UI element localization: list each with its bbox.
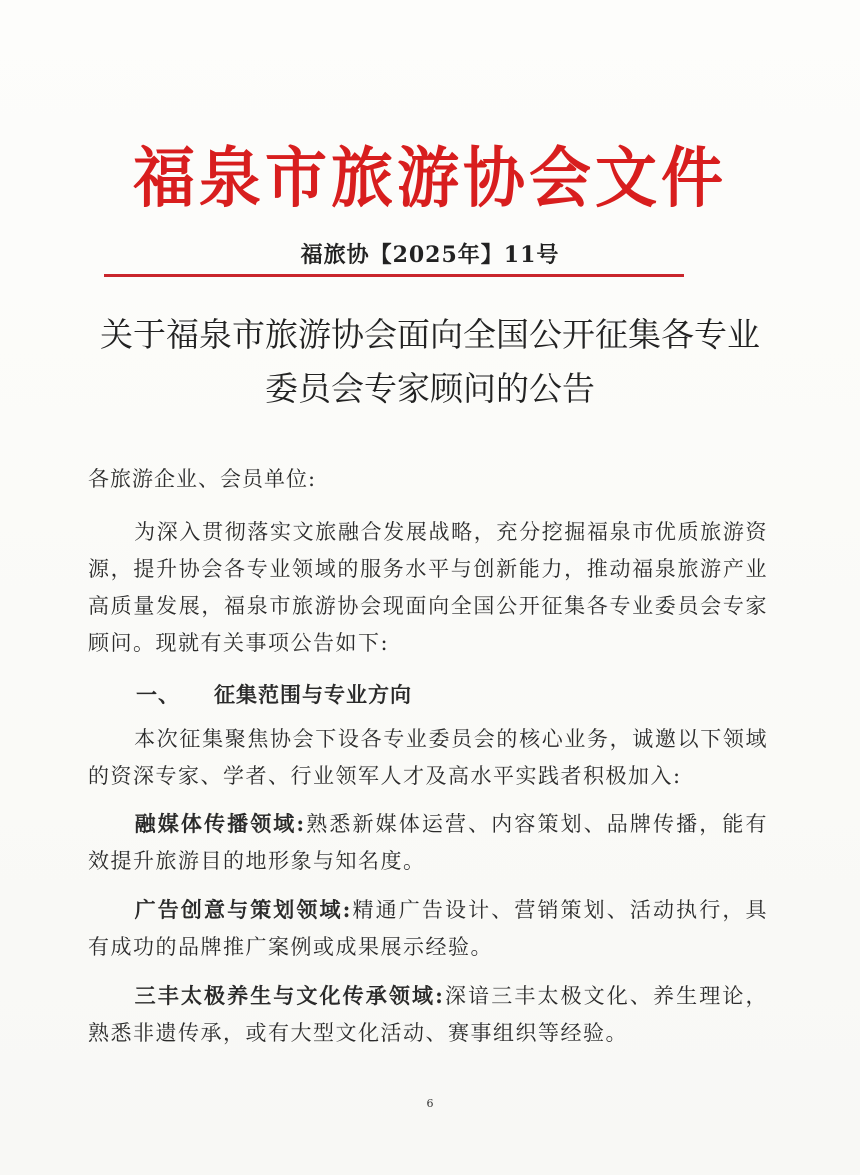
organization-title: 福泉市旅游协会文件 [132,139,727,217]
salutation: 各旅游企业、会员单位: [88,467,317,491]
field-label: 融媒体传播领域: [134,811,306,836]
field-text: 精通广告设计、营销策划、活动执行，具有成功的品牌推广案例或成果展示经验。 [88,898,768,959]
section1-intro-paragraph [88,721,768,795]
title-line-1: 关于福泉市旅游协会面向全国公开征集各专业 [100,315,760,354]
document-number: 福旅协【2025年】11号 [300,242,560,268]
section-heading-1 [136,679,816,709]
page-number: 6 [426,1097,434,1110]
field-text: 熟悉新媒体运营、内容策划、品牌传播，能有效提升旅游目的地形象与知名度。 [88,812,768,873]
section-heading-text: 征集范围与专业方向 [214,682,412,707]
section1-intro-text: 本次征集聚焦协会下设各专业委员会的核心业务，诚邀以下领域的资深专家、学者、行业领军人才及高水平实践者积极加入: [88,727,768,788]
field-item-taiji [88,977,768,1052]
intro-paragraph [88,514,768,662]
red-divider-line [104,274,684,277]
announcement-title [60,308,800,416]
field-item-advertising [88,891,768,966]
field-label: 广告创意与策划领域: [134,897,352,922]
field-label: 三丰太极养生与文化传承领域: [134,983,445,1008]
title-line-2: 委员会专家顾问的公告 [265,369,595,408]
section-number: 一、 [136,682,180,707]
intro-text: 为深入贯彻落实文旅融合发展战略，充分挖掘福泉市优质旅游资源，提升协会各专业领域的服务水平与创新能力，推动福泉旅游产业高质量发展，福泉市旅游协会现面向全国公开征集各专业委员会专家顾问。现就有关事项公告如下: [88,520,768,655]
field-item-media [88,805,768,880]
field-text: 深谙三丰太极文化、养生理论，熟悉非遗传承，或有大型文化活动、赛事组织等经验。 [88,984,768,1045]
